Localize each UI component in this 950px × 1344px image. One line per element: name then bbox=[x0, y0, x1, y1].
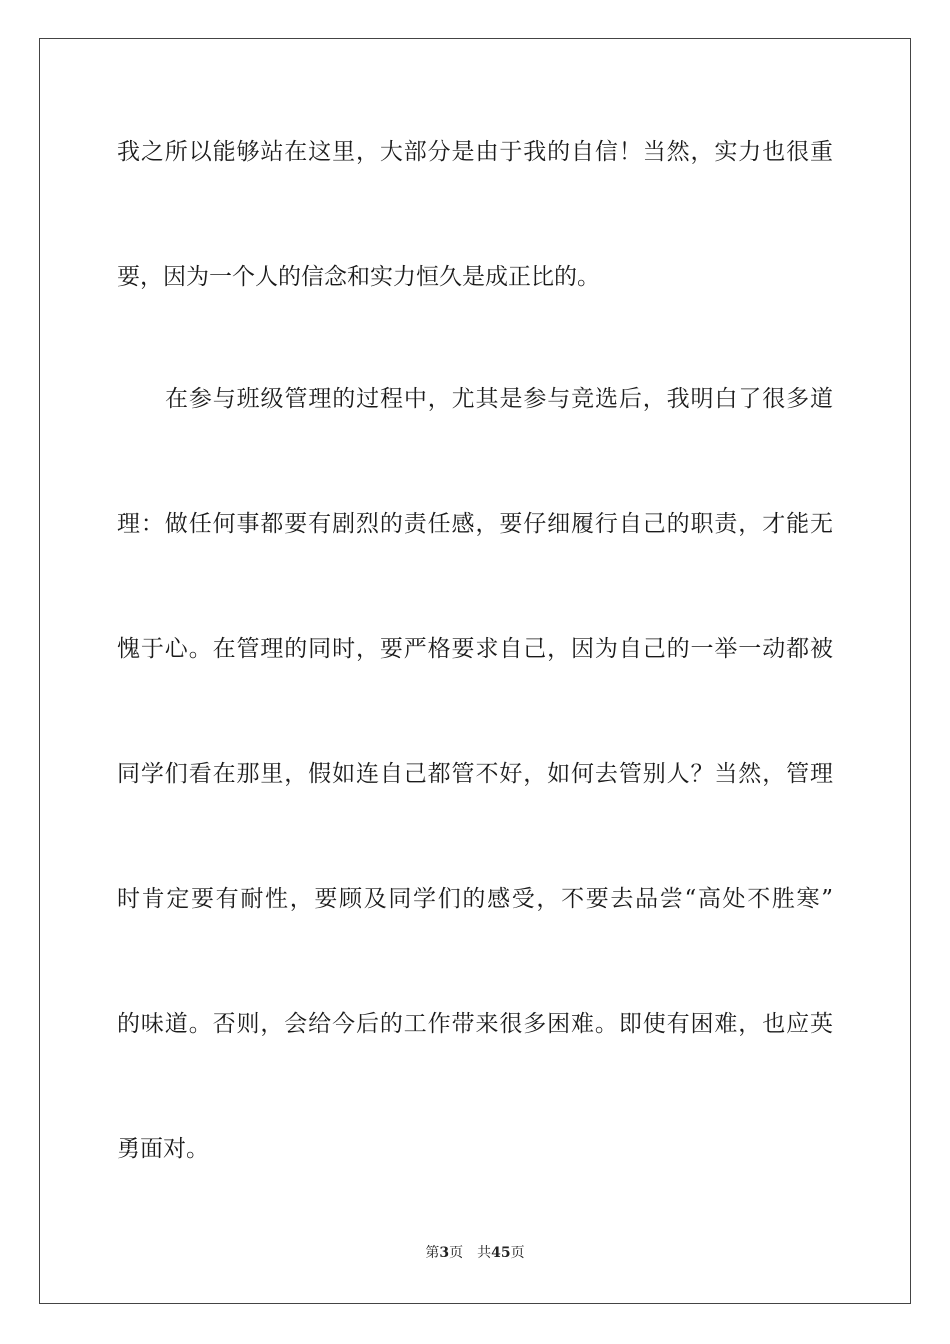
page-border bbox=[39, 38, 911, 1304]
paragraph-line-7: 时肯定要有耐性，要顾及同学们的感受，不要去品尝“高处不胜寒” bbox=[117, 886, 833, 912]
paragraph-line-1: 我之所以能够站在这里，大部分是由于我的自信！当然，实力也很重 bbox=[117, 139, 833, 165]
paragraph-line-6: 同学们看在那里，假如连自己都管不好，如何去管别人？当然，管理 bbox=[117, 761, 833, 787]
page-suffix: 页 bbox=[449, 1245, 464, 1261]
total-prefix: 共 bbox=[477, 1245, 492, 1261]
total-suffix: 页 bbox=[510, 1245, 525, 1261]
paragraph-line-3: 在参与班级管理的过程中，尤其是参与竞选后，我明白了很多道 bbox=[165, 386, 833, 412]
page-prefix: 第 bbox=[425, 1245, 440, 1261]
paragraph-line-2: 要，因为一个人的信念和实力恒久是成正比的。 bbox=[117, 264, 600, 290]
paragraph-line-4: 理：做任何事都要有剧烈的责任感，要仔细履行自己的职责，才能无 bbox=[117, 511, 833, 537]
page-number: 3 bbox=[439, 1245, 450, 1261]
paragraph-line-9: 勇面对。 bbox=[117, 1136, 209, 1162]
paragraph-line-5: 愧于心。在管理的同时，要严格要求自己，因为自己的一举一动都被 bbox=[117, 636, 833, 662]
page-footer bbox=[0, 1243, 950, 1263]
total-pages: 45 bbox=[491, 1245, 511, 1261]
paragraph-line-8: 的味道。否则，会给今后的工作带来很多困难。即使有困难，也应英 bbox=[117, 1011, 833, 1037]
